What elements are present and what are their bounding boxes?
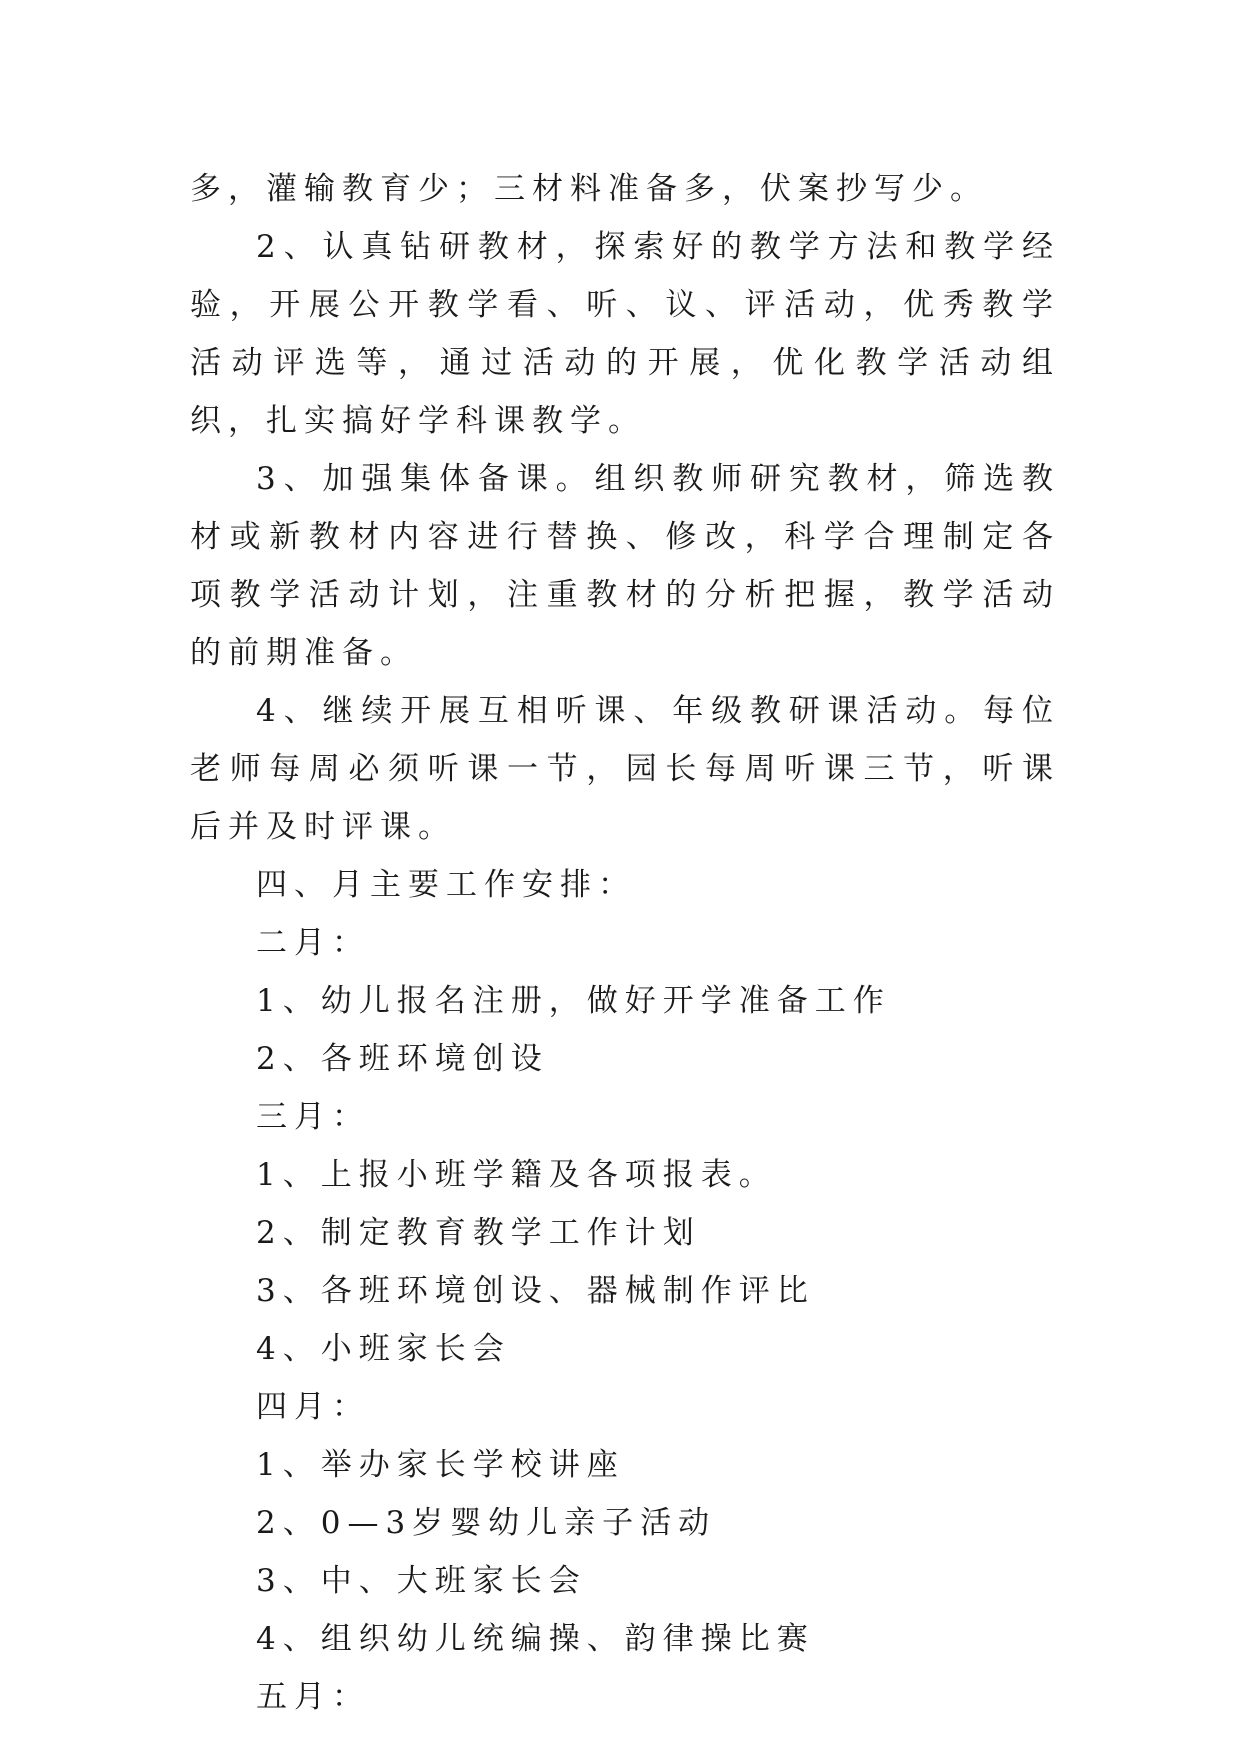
paragraph-item-3: 3、加强集体备课。组织教师研究教材，筛选教材或新教材内容进行替换、修改，科学合理制定各项教学活动计划，注重教材的分析把握，教学活动的前期准备。: [190, 461, 1060, 671]
list-item: 4、组织幼儿统编操、韵律操比赛: [256, 1621, 815, 1657]
list-item: 1、举办家长学校讲座: [256, 1447, 625, 1483]
month-label-april: 四月：: [256, 1389, 370, 1425]
list-item: 2、制定教育教学工作计划: [256, 1215, 701, 1251]
list-item: 3、中、大班家长会: [256, 1563, 587, 1599]
section-heading: 四、月主要工作安排：: [256, 867, 636, 903]
month-label-march: 三月：: [256, 1099, 370, 1135]
paragraph-item-4: 4、继续开展互相听课、年级教研课活动。每位老师每周必须听课一节，园长每周听课三节，听课后并及时评课。: [190, 693, 1060, 845]
paragraph-item-2: 2、认真钻研教材，探索好的教学方法和教学经验，开展公开教学看、听、议、评活动，优秀教学活动评选等，通过活动的开展，优化教学活动组织，扎实搞好学科课教学。: [190, 229, 1060, 439]
list-item: 2、各班环境创设: [256, 1041, 549, 1077]
month-label-february: 二月：: [256, 925, 370, 961]
month-label-may: 五月：: [256, 1679, 370, 1715]
list-item: 1、上报小班学籍及各项报表。: [256, 1157, 777, 1193]
list-item: 2、0—3岁婴幼儿亲子活动: [256, 1505, 717, 1541]
list-item: 4、小班家长会: [256, 1331, 511, 1367]
list-item: 3、各班环境创设、器械制作评比: [256, 1273, 815, 1309]
paragraph-continuation: 多，灌输教育少；三材料准备多，伏案抄写少。: [190, 171, 988, 207]
document-body: [190, 160, 1060, 1726]
list-item: 1、幼儿报名注册，做好开学准备工作: [256, 983, 891, 1019]
